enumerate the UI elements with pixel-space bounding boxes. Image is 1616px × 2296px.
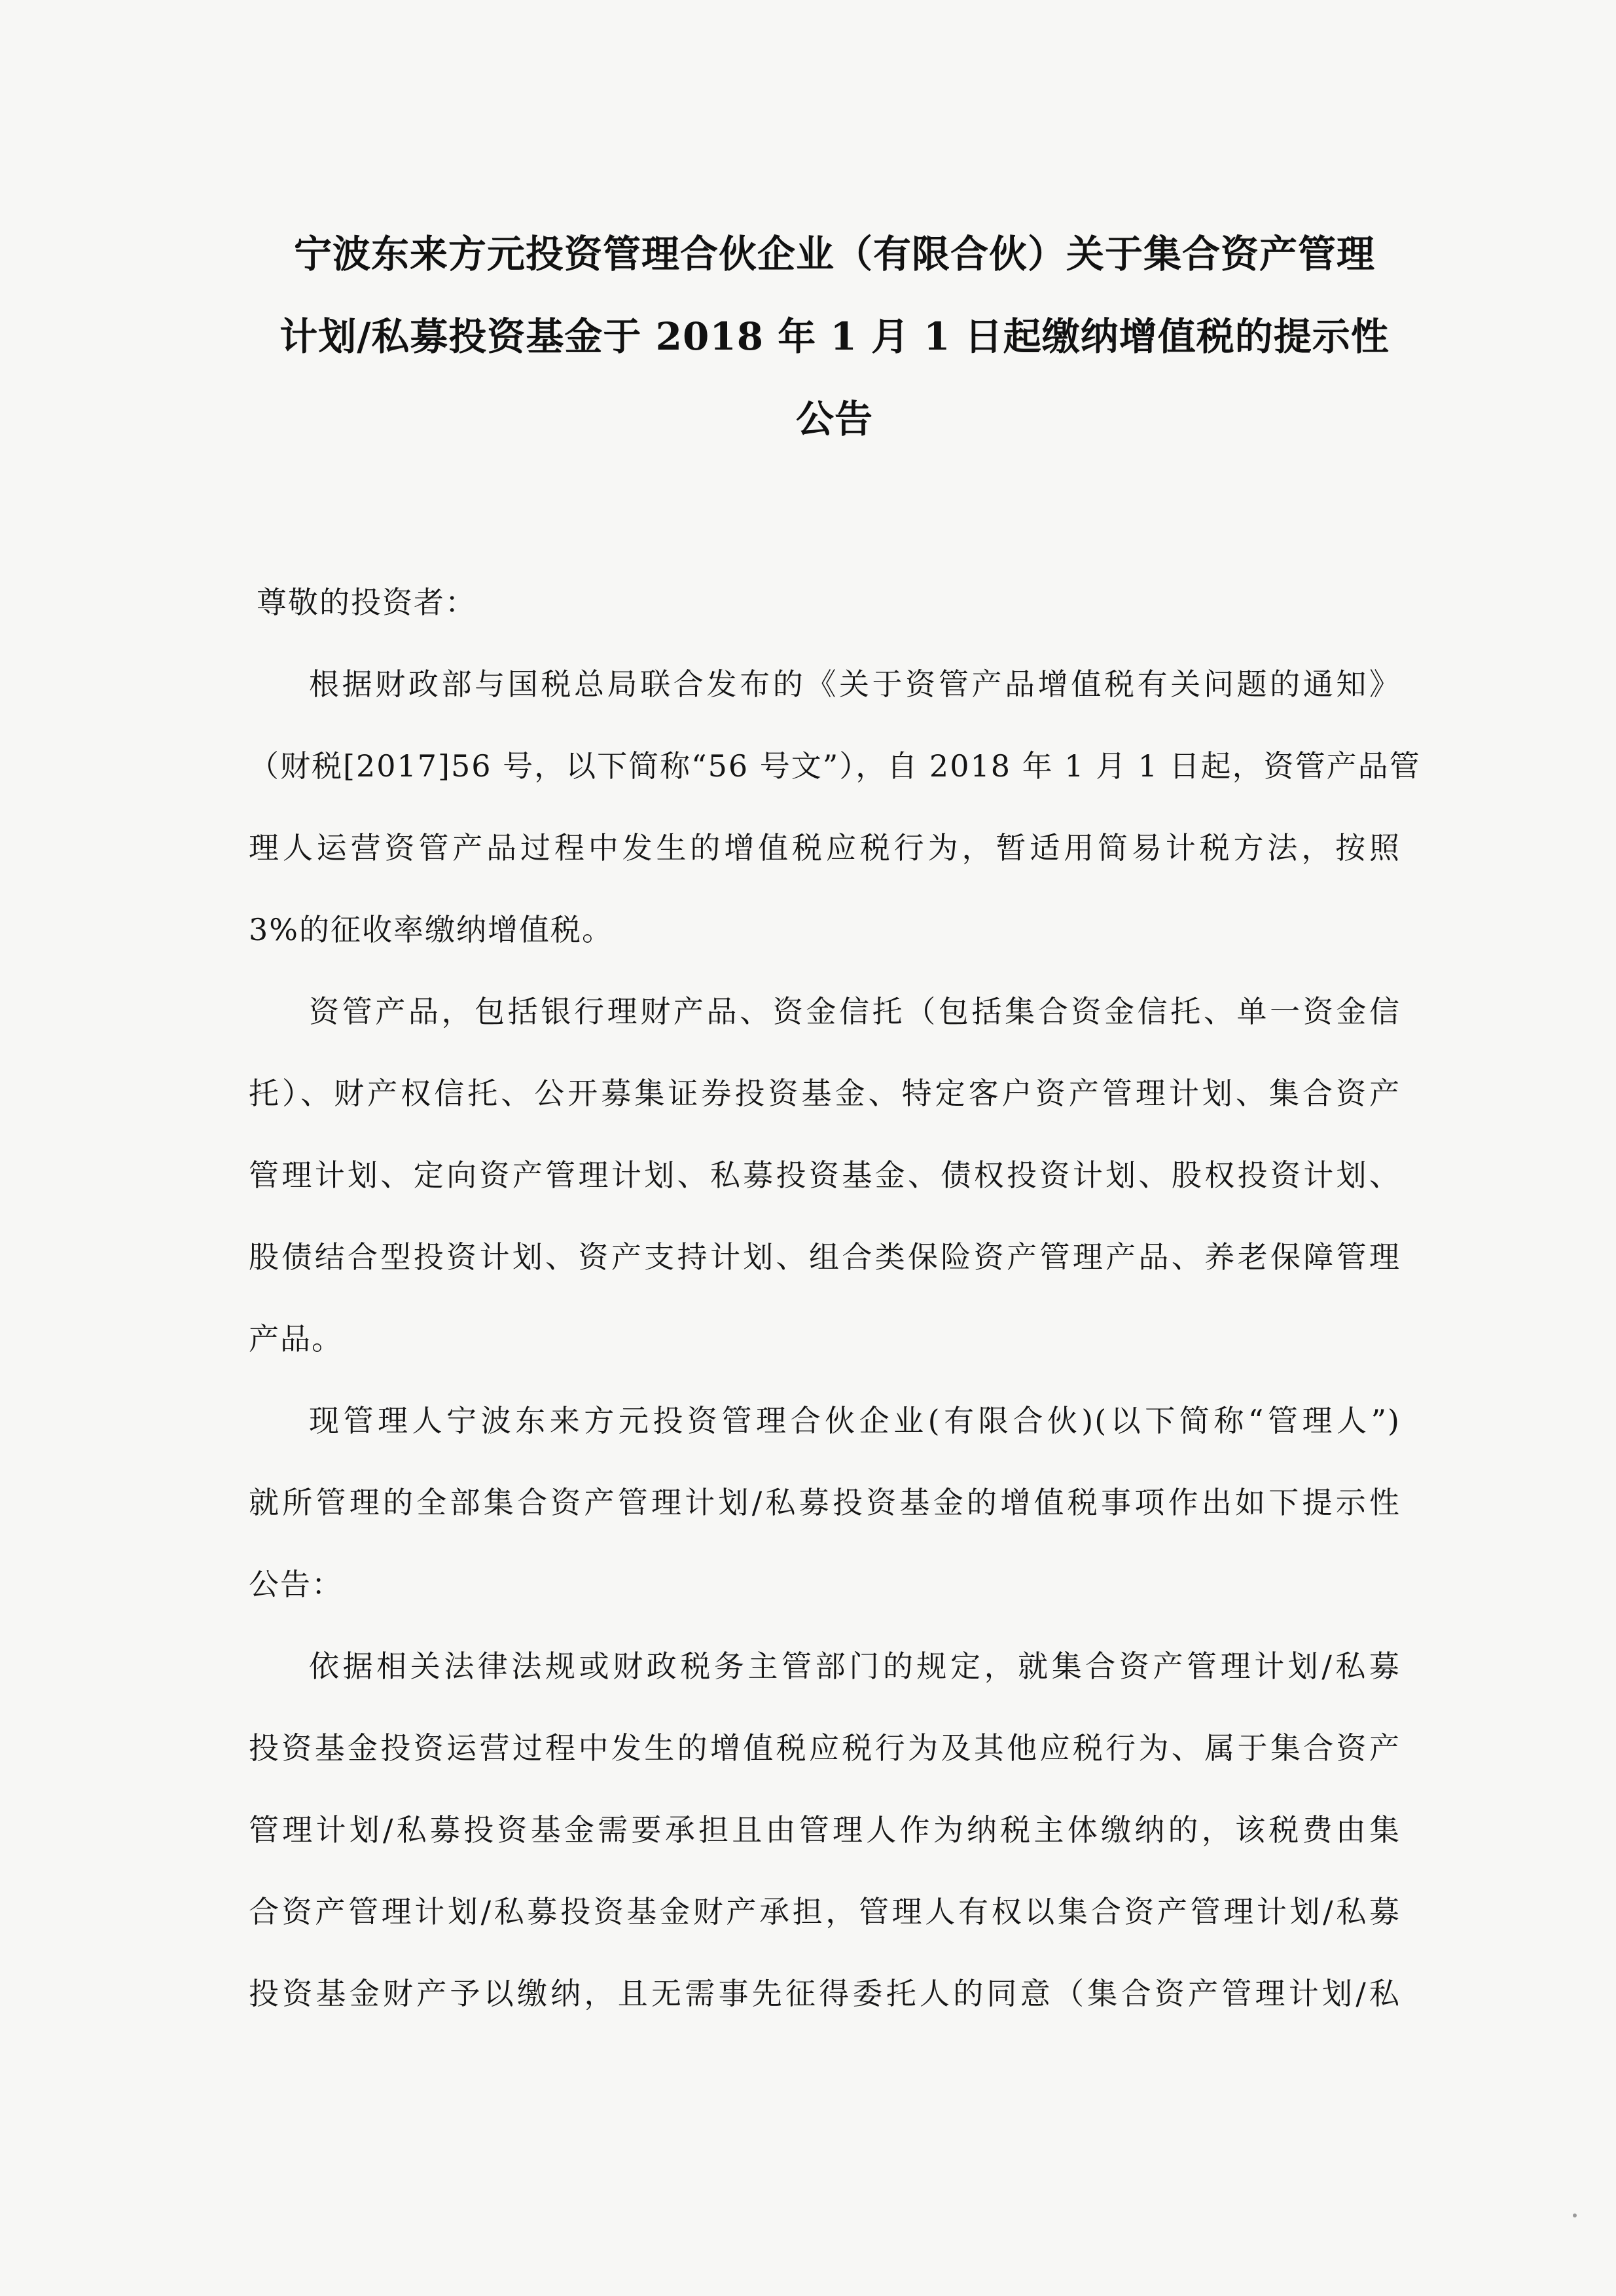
title-line-3: 公告	[795, 397, 873, 441]
paragraph-line: 管理计划、定向资产管理计划、私募投资基金、债权投资计划、股权投资计划、	[249, 1157, 1401, 1193]
paragraph-line: （财税[2017]56 号，以下简称“56 号文”），自 2018 年 1 月 1 日起，资管产品管	[249, 748, 1421, 784]
paragraph-line: 现管理人宁波东来方元投资管理合伙企业(有限合伙)(以下简称“管理人”)	[309, 1403, 1401, 1438]
paragraph-line: 产品。	[249, 1321, 343, 1357]
paragraph-line: 托）、财产权信托、公开募集证券投资基金、特定客户资产管理计划、集合资产	[249, 1076, 1401, 1111]
paragraph-line: 资管产品，包括银行理财产品、资金信托（包括集合资金信托、单一资金信	[309, 994, 1401, 1029]
paragraph-3	[249, 1380, 1401, 1626]
paragraph-line: 管理计划/私募投资基金需要承担且由管理人作为纳税主体缴纳的，该税费由集	[249, 1812, 1401, 1848]
paragraph-line: 就所管理的全部集合资产管理计划/私募投资基金的增值税事项作出如下提示性	[249, 1485, 1401, 1520]
paragraph-line: 合资产管理计划/私募投资基金财产承担，管理人有权以集合资产管理计划/私募	[249, 1894, 1401, 1929]
document-title	[249, 213, 1420, 460]
document-body	[249, 562, 1421, 2035]
salutation-text: 尊敬的投资者：	[257, 585, 476, 620]
paragraph-line: 投资基金财产予以缴纳，且无需事先征得委托人的同意（集合资产管理计划/私	[249, 1976, 1401, 2011]
title-line-2: 计划/私募投资基金于 2018 年 1 月 1 日起缴纳增值税的提示性	[279, 314, 1390, 359]
title-line-1: 宁波东来方元投资管理合伙企业（有限合伙）关于集合资产管理	[293, 232, 1375, 276]
scan-speck	[1573, 2214, 1577, 2217]
paragraph-1	[249, 644, 1421, 971]
paragraph-line: 依据相关法律法规或财政税务主管部门的规定，就集合资产管理计划/私募	[309, 1649, 1401, 1684]
paragraph-4	[249, 1626, 1401, 2035]
paragraph-2	[249, 971, 1401, 1380]
paragraph-line: 股债结合型投资计划、资产支持计划、组合类保险资产管理产品、养老保障管理	[249, 1239, 1401, 1275]
paragraph-line: 理人运营资管产品过程中发生的增值税应税行为，暂适用简易计税方法，按照	[249, 830, 1401, 866]
paragraph-line: 根据财政部与国税总局联合发布的《关于资管产品增值税有关问题的通知》	[309, 666, 1401, 702]
paragraph-line: 3%的征收率缴纳增值税。	[249, 912, 613, 947]
salutation	[249, 562, 1401, 644]
paragraph-line: 投资基金投资运营过程中发生的增值税应税行为及其他应税行为、属于集合资产	[249, 1730, 1401, 1766]
paragraph-line: 公告：	[249, 1567, 343, 1602]
